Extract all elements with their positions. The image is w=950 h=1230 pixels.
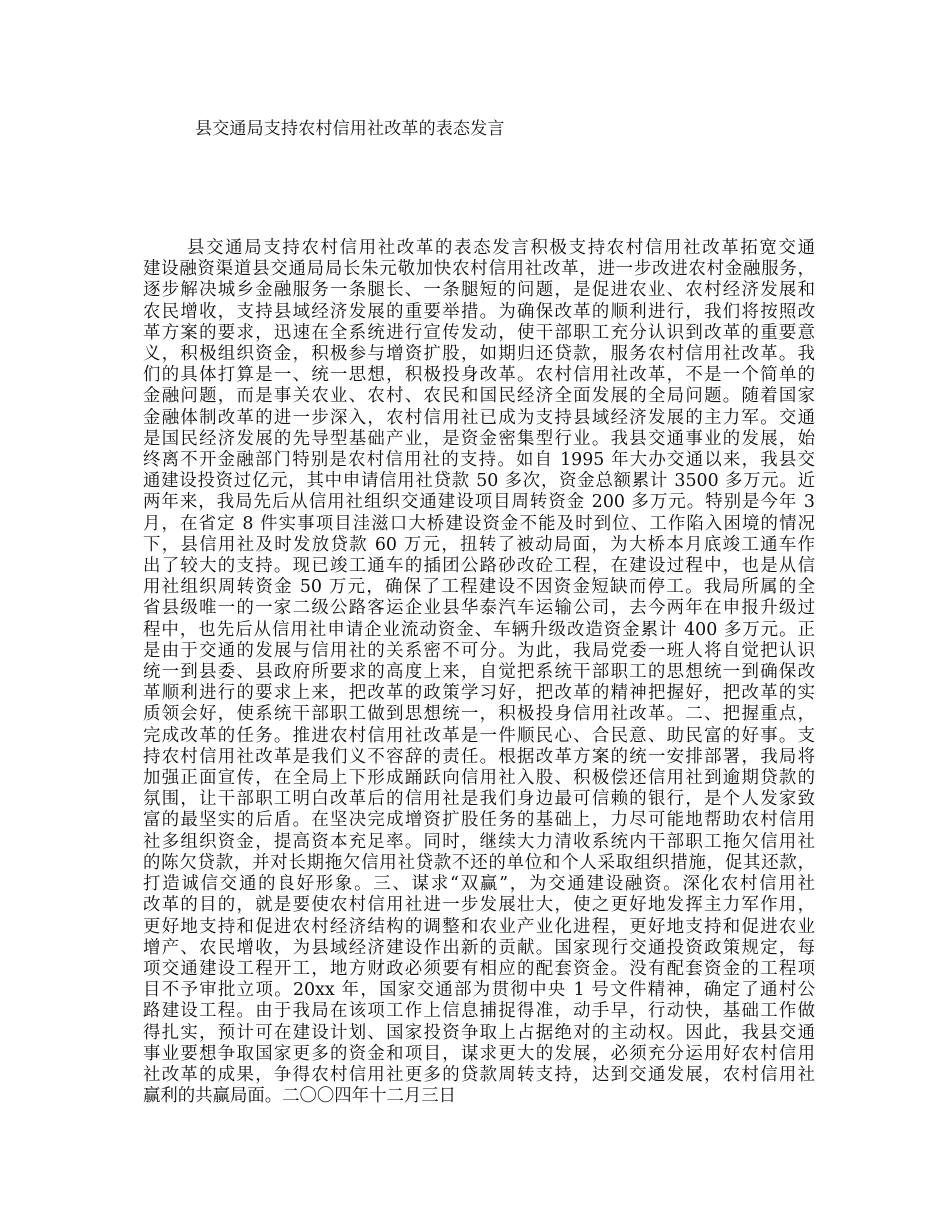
- body-line: 终离不开金融部门特别是农村信用社的支持。如自 1995 年大办交通以来，我县交: [143, 450, 815, 471]
- body-line: 更好地支持和促进农村经济结构的调整和农业产业化进程，更好地支持和促进农业: [143, 916, 815, 937]
- body-line: 氛围，让干部职工明白改革后的信用社是我们身边最可信赖的银行，是个人发家致: [143, 789, 815, 810]
- body-line: 富的最坚实的后盾。在坚决完成增资扩股任务的基础上，力尽可能地帮助农村信用: [143, 810, 815, 831]
- body-line: 赢利的共赢局面。二〇〇四年十二月三日: [143, 1086, 457, 1107]
- body-line: 出了较大的支持。现已竣工通车的插团公路砂改砼工程，在建设过程中，也是从信: [143, 556, 815, 577]
- body-line: 义，积极组织资金，积极参与增资扩股，如期归还贷款，服务农村信用社改革。我: [143, 344, 815, 365]
- document-body: [143, 238, 815, 1107]
- body-line: 社多组织资金，提高资本充足率。同时，继续大力清收系统内干部职工拖欠信用社: [143, 831, 815, 852]
- body-line: 路建设工程。由于我局在该项工作上信息捕捉得准，动手早，行动快，基础工作做: [143, 1001, 815, 1022]
- body-line: 们的具体打算是一、统一思想，积极投身改革。农村信用社改革，不是一个简单的: [143, 365, 815, 386]
- body-line: 改革的目的，就是要使农村信用社进一步发展壮大，使之更好地发挥主力军作用，: [143, 895, 815, 916]
- body-line: 月，在省定 8 件实事项目洼滋口大桥建设资金不能及时到位、工作陷入困境的情况: [143, 513, 815, 534]
- body-line: 逐步解决城乡金融服务一条腿长、一条腿短的问题，是促进农业、农村经济发展和: [143, 280, 815, 301]
- body-line: 项交通建设工程开工，地方财政必须要有相应的配套资金。没有配套资金的工程项: [143, 958, 815, 979]
- body-line: 质领会好，使系统干部职工做到思想统一，积极投身信用社改革。二、把握重点，: [143, 704, 815, 725]
- body-line: 得扎实，预计可在建设计划、国家投资争取上占据绝对的主动权。因此，我县交通: [143, 1022, 815, 1043]
- body-line: 加强正面宣传，在全局上下形成踊跃向信用社入股、积极偿还信用社到逾期贷款的: [143, 768, 815, 789]
- body-line: 革顺利进行的要求上来，把改革的政策学习好，把改革的精神把握好，把改革的实: [143, 683, 815, 704]
- body-line: 程中，也先后从信用社申请企业流动资金、车辆升级改造资金累计 400 多万元。正: [143, 619, 815, 640]
- body-line: 是国民经济发展的先导型基础产业，是资金密集型行业。我县交通事业的发展，始: [143, 428, 815, 449]
- body-line: 革方案的要求，迅速在全系统进行宣传发动，使干部职工充分认识到改革的重要意: [143, 322, 815, 343]
- body-line: 农民增收，支持县域经济发展的重要举措。为确保改革的顺利进行，我们将按照改: [143, 301, 815, 322]
- body-line: 金融体制改革的进一步深入，农村信用社已成为支持县域经济发展的主力军。交通: [143, 407, 815, 428]
- body-line: 通建设投资过亿元，其中申请信用社贷款 50 多次，资金总额累计 3500 多万元。近: [143, 471, 815, 492]
- body-line: 的陈欠贷款，并对长期拖欠信用社贷款不还的单位和个人采取组织措施，促其还款，: [143, 852, 815, 873]
- body-line: 县交通局支持农村信用社改革的表态发言积极支持农村信用社改革拓宽交通: [187, 238, 815, 258]
- document-title: 县交通局支持农村信用社改革的表态发言: [195, 119, 505, 139]
- body-line: 两年来，我局先后从信用社组织交通建设项目周转资金 200 多万元。特别是今年 3: [143, 492, 815, 513]
- body-line: 事业要想争取国家更多的资金和项目，谋求更大的发展，必须充分运用好农村信用: [143, 1043, 815, 1064]
- body-line: 下，县信用社及时发放贷款 60 万元，扭转了被动局面，为大桥本月底竣工通车作: [143, 534, 815, 555]
- body-line: 持农村信用社改革是我们义不容辞的责任。根据改革方案的统一安排部署，我局将: [143, 746, 815, 767]
- body-line: 省县级唯一的一家二级公路客运企业县华泰汽车运输公司，去今两年在申报升级过: [143, 598, 815, 619]
- body-line: 统一到县委、县政府所要求的高度上来，自觉把系统干部职工的思想统一到确保改: [143, 662, 815, 683]
- body-line: 完成改革的任务。推进农村信用社改革是一件顺民心、合民意、助民富的好事。支: [143, 725, 815, 746]
- body-line: 是由于交通的发展与信用社的关系密不可分。为此，我局党委一班人将自觉把认识: [143, 640, 815, 661]
- body-line: 社改革的成果，争得农村信用社更多的贷款周转支持，达到交通发展，农村信用社: [143, 1064, 815, 1085]
- body-line: 打造诚信交通的良好形象。三、谋求“双赢”，为交通建设融资。深化农村信用社: [143, 874, 815, 895]
- body-line: 金融问题，而是事关农业、农村、农民和国民经济全面发展的全局问题。随着国家: [143, 386, 815, 407]
- body-line: 目不予审批立项。20xx 年，国家交通部为贯彻中央 1 号文件精神，确定了通村公: [143, 980, 815, 1001]
- body-line: 增产、农民增收，为县域经济建设作出新的贡献。国家现行交通投资政策规定，每: [143, 937, 815, 958]
- body-line: 用社组织周转资金 50 万元，确保了工程建设不因资金短缺而停工。我局所属的全: [143, 577, 815, 598]
- body-line: 建设融资渠道县交通局局长朱元敬加快农村信用社改革，进一步改进农村金融服务，: [143, 259, 815, 280]
